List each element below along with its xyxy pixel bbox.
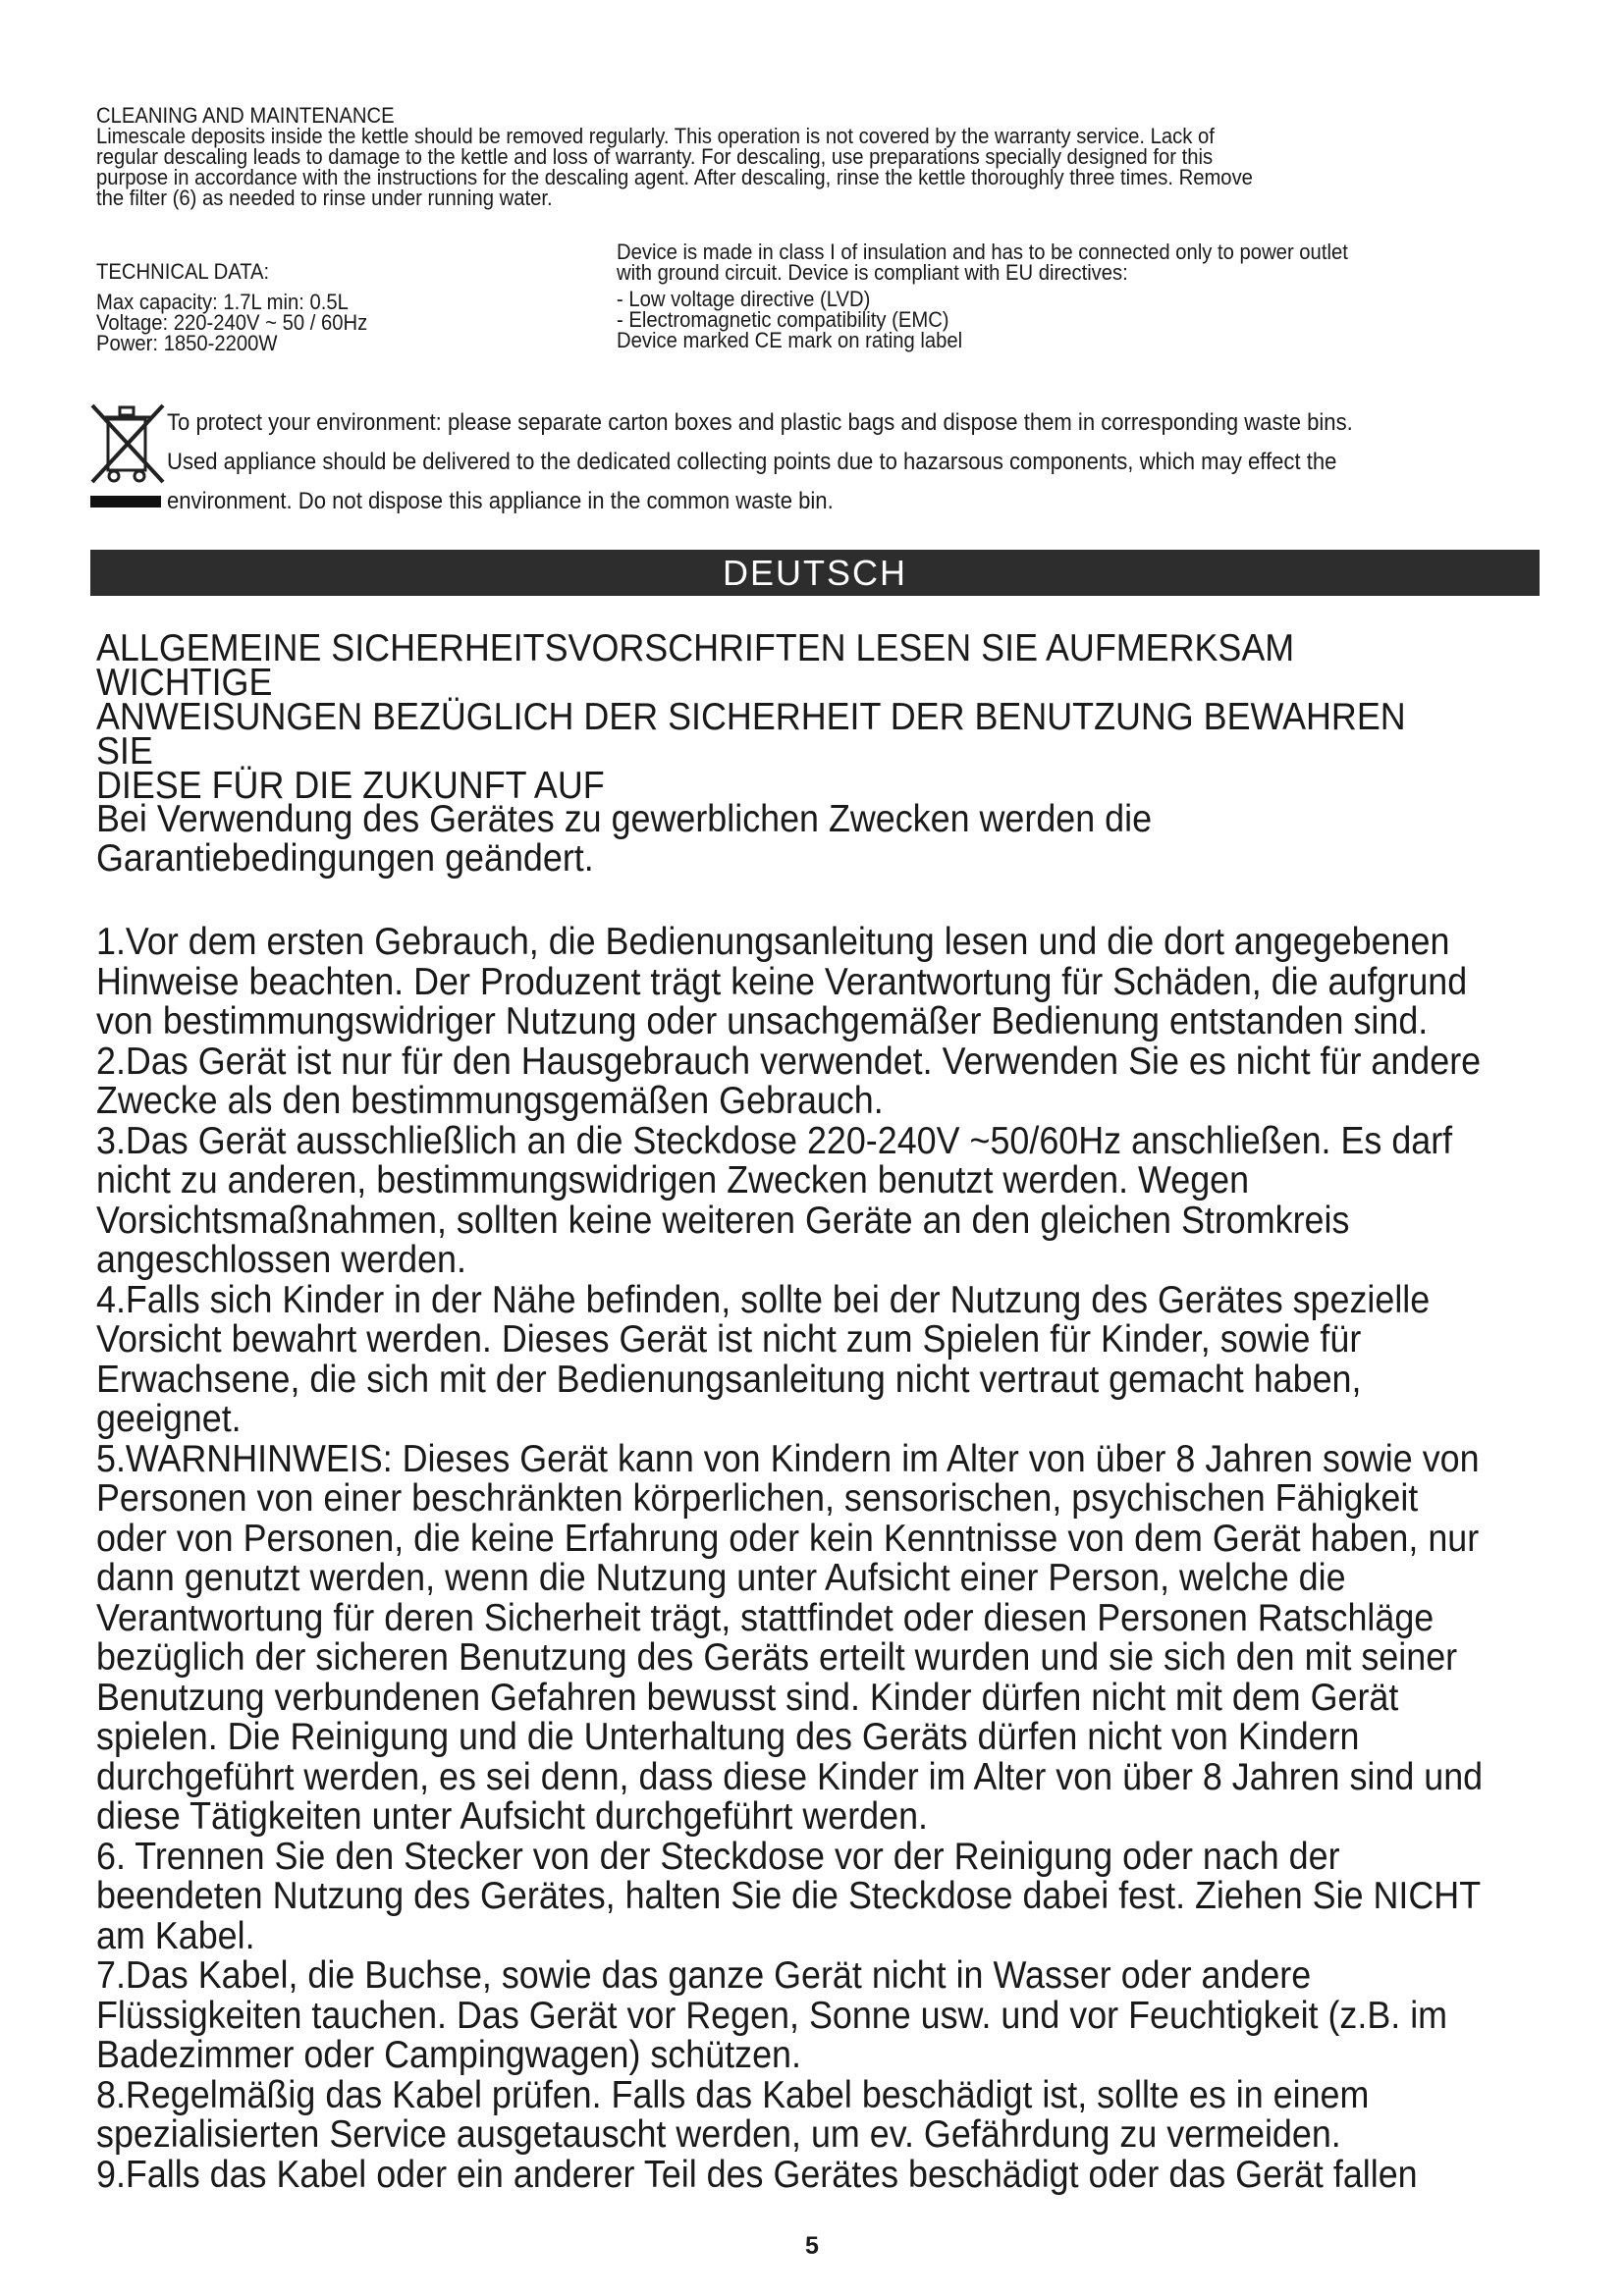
heading-line: ANWEISUNGEN BEZÜGLICH DER SICHERHEIT DER BENUTZUNG BEWAHREN SIE — [96, 696, 1406, 773]
safety-heading — [96, 627, 1424, 807]
cleaning-line: Limescale deposits inside the kettle should be removed regularly. This operation is not covered by the warranty service. Lack of — [96, 124, 1215, 148]
instruction-line: oder von Personen, die keine Erfahrung oder kein Kenntnisse von dem Gerät haben, nur — [96, 1517, 1480, 1560]
safety-instructions — [96, 923, 1524, 2195]
intro-line: Garantiebedingungen geändert. — [96, 837, 594, 880]
instruction-line: dann genutzt werden, wenn die Nutzung unter Aufsicht einer Person, welche die — [96, 1557, 1346, 1599]
instruction-line: nicht zu anderen, bestimmungswidrigen Zwecken benutzt werden. Wegen — [96, 1159, 1250, 1201]
compliance-info — [617, 241, 1538, 350]
instruction-line: spielen. Die Reinigung und die Unterhaltung des Geräts dürfen nicht von Kindern — [96, 1716, 1360, 1758]
instruction-line: 4.Falls sich Kinder in der Nähe befinden, sollte bei der Nutzung des Gerätes spezielle — [96, 1278, 1431, 1321]
language-banner-label: DEUTSCH — [722, 553, 907, 593]
technical-power: Power: 1850-2200W — [96, 331, 278, 355]
heading-line: ALLGEMEINE SICHERHEITSVORSCHRIFTEN LESEN SIE AUFMERKSAM WICHTIGE — [96, 627, 1295, 704]
instruction-line: 5.WARNHINWEIS: Dieses Gerät kann von Kindern im Alter von über 8 Jahren sowie von — [96, 1437, 1480, 1480]
warranty-intro — [96, 800, 1424, 879]
compliance-line: Device is made in class I of insulation and has to be connected only to power outlet — [617, 240, 1348, 264]
technical-title: TECHNICAL DATA: — [96, 259, 270, 284]
cleaning-line: the filter (6) as needed to rinse under running water. — [96, 186, 553, 210]
technical-capacity: Max capacity: 1.7L min: 0.5L — [96, 290, 349, 314]
page-number: 5 — [805, 2232, 819, 2260]
instruction-line: Personen von einer beschränkten körperlichen, sensorischen, psychischen Fähigkeit — [96, 1477, 1419, 1520]
instruction-line: durchgeführt werden, es sei denn, dass diese Kinder im Alter von über 8 Jahren sind und — [96, 1755, 1484, 1798]
instruction-line: Erwachsene, die sich mit der Bedienungsanleitung nicht vertraut gemacht haben, — [96, 1358, 1362, 1401]
cleaning-line: purpose in accordance with the instructions for the descaling agent. After descaling, rinse the kettle thoroughly three times. Remove — [96, 165, 1253, 189]
instruction-line: von bestimmungswidriger Nutzung oder unsachgemäßer Bedienung entstanden sind. — [96, 1000, 1429, 1042]
instruction-line: am Kabel. — [96, 1914, 255, 1957]
instruction-line: angeschlossen werden. — [96, 1239, 466, 1281]
environment-notice — [88, 398, 1581, 515]
instruction-line: Flüssigkeiten tauchen. Das Gerät vor Regen, Sonne usw. und vor Feuchtigkeit (z.B. im — [96, 1994, 1448, 2037]
instruction-line: Badezimmer oder Campingwagen) schützen. — [96, 2034, 801, 2076]
environment-line: environment. Do not dispose this appliance in the common waste bin. — [167, 488, 834, 514]
instruction-line: Zwecke als den bestimmungsgemäßen Gebrauch. — [96, 1080, 884, 1122]
instruction-line: 7.Das Kabel, die Buchse, sowie das ganze Gerät nicht in Wasser oder andere — [96, 1954, 1312, 1997]
environment-line: To protect your environment: please separate carton boxes and plastic bags and dispose them in corresponding waste bins. — [167, 409, 1353, 436]
instruction-line: beendeten Nutzung des Gerätes, halten Sie die Steckdose dabei fest. Ziehen Sie NICHT — [96, 1875, 1482, 1917]
technical-data — [96, 261, 475, 353]
environment-line: Used appliance should be delivered to the dedicated collecting points due to hazarsous components, which may effect the — [167, 449, 1337, 475]
instruction-line: Hinweise beachten. Der Produzent trägt keine Verantwortung für Schäden, die aufgrund — [96, 960, 1468, 1003]
language-banner — [90, 550, 1540, 596]
instruction-line: bezüglich der sicheren Benutzung des Geräts erteilt wurden und sie sich den mit seiner — [96, 1636, 1458, 1679]
compliance-line: - Electromagnetic compatibility (EMC) — [617, 307, 949, 332]
instruction-line: 3.Das Gerät ausschließlich an die Steckdose 220-240V ~50/60Hz anschließen. Es darf — [96, 1119, 1453, 1162]
instruction-line: spezialisierten Service ausgetauscht werden, um ev. Gefährdung zu vermeiden. — [96, 2113, 1341, 2156]
instruction-line: 9.Falls das Kabel oder ein anderer Teil des Gerätes beschädigt oder das Gerät fallen — [96, 2153, 1418, 2196]
instruction-line: Vorsicht bewahrt werden. Dieses Gerät ist nicht zum Spielen für Kinder, sowie für — [96, 1318, 1362, 1361]
cleaning-section — [96, 105, 1406, 208]
instruction-line: diese Tätigkeiten unter Aufsicht durchgeführt werden. — [96, 1795, 929, 1838]
cleaning-title: CLEANING AND MAINTENANCE — [96, 103, 395, 128]
compliance-line: Device marked CE mark on rating label — [617, 328, 963, 352]
heading-line: DIESE FÜR DIE ZUKUNFT AUF — [96, 765, 605, 807]
compliance-line: - Low voltage directive (LVD) — [617, 287, 871, 311]
technical-voltage: Voltage: 220-240V ~ 50 / 60Hz — [96, 310, 368, 335]
instruction-line: 1.Vor dem ersten Gebrauch, die Bedienungsanleitung lesen und die dort angegebenen — [96, 921, 1450, 963]
instruction-line: 6. Trennen Sie den Stecker von der Steckdose vor der Reinigung oder nach der — [96, 1835, 1340, 1878]
cleaning-line: regular descaling leads to damage to the kettle and loss of warranty. For descaling, use preparations specially designed for this — [96, 144, 1214, 169]
instruction-line: Verantwortung für deren Sicherheit trägt, stattfindet oder diesen Personen Ratschläge — [96, 1596, 1435, 1639]
instruction-line: Vorsichtsmaßnahmen, sollten keine weiteren Geräte an den gleichen Stromkreis — [96, 1199, 1350, 1242]
weee-crossed-bin-icon — [88, 398, 167, 515]
intro-line: Bei Verwendung des Gerätes zu gewerblichen Zwecken werden die — [96, 798, 1153, 840]
instruction-line: 8.Regelmäßig das Kabel prüfen. Falls das Kabel beschädigt ist, sollte es in einem — [96, 2073, 1370, 2116]
instruction-line: geeignet. — [96, 1398, 242, 1440]
instruction-line: 2.Das Gerät ist nur für den Hausgebrauch verwendet. Verwenden Sie es nicht für andere — [96, 1040, 1482, 1083]
instruction-line: Benutzung verbundenen Gefahren bewusst sind. Kinder dürfen nicht mit dem Gerät — [96, 1676, 1399, 1719]
compliance-line: with ground circuit. Device is compliant with EU directives: — [617, 260, 1128, 285]
